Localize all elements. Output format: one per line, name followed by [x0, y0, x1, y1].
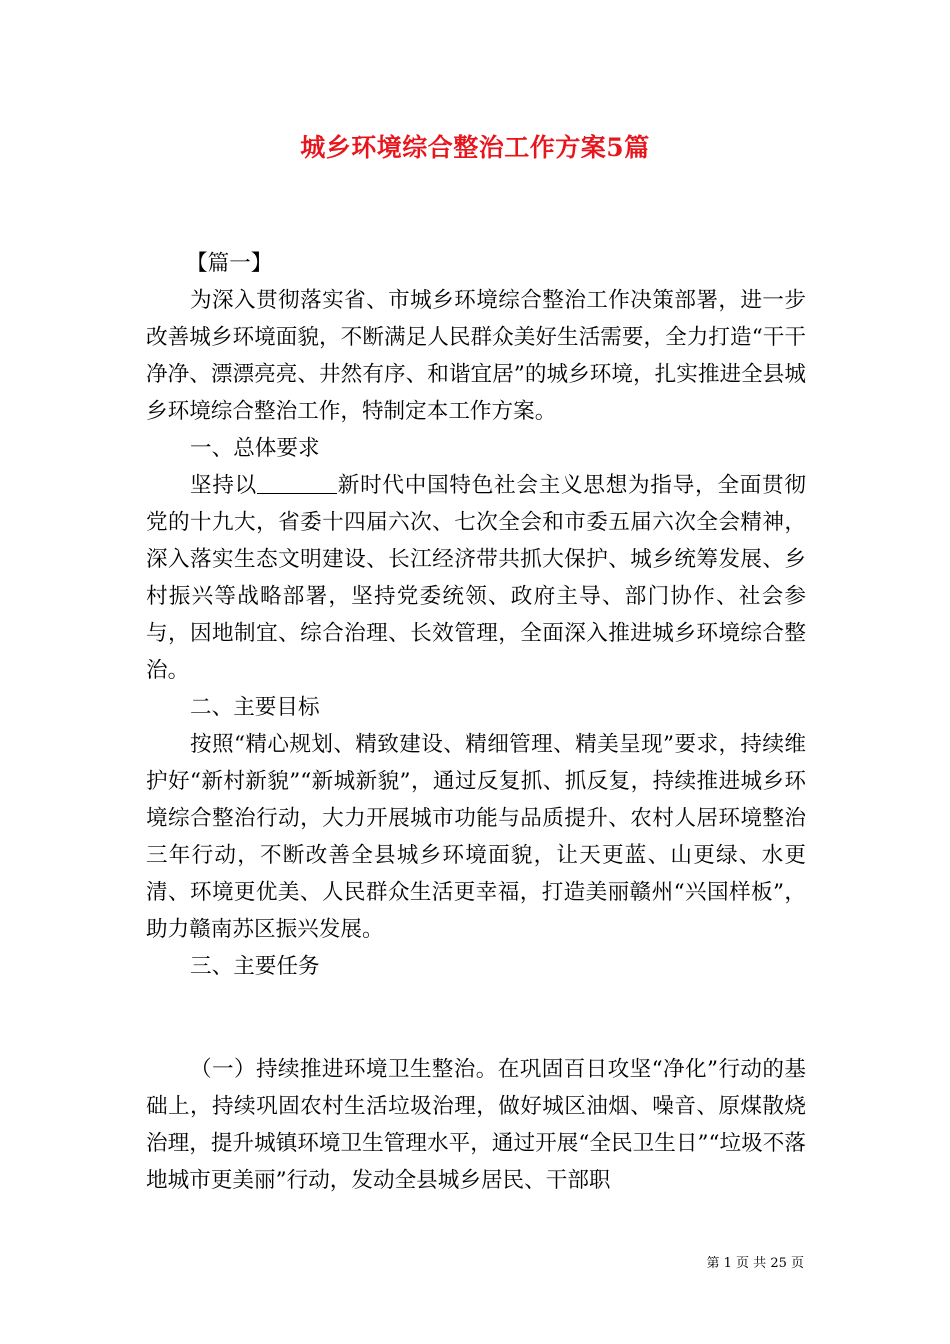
- paragraph-body: 新时代中国特色社会主义思想为指导，全面贯彻党的十九大，省委十四届六次、七次全会和市委五届六次全会精神，深入落实生态文明建设、长江经济带共抓大保护、城乡统筹发展、乡村振兴等战略部署，坚持党委统领、政府主导、部门协作、社会参与，因地制宜、综合治理、长效管理，全面深入推进城乡环境综合整治。: [146, 473, 806, 683]
- paragraph-overall-requirements: [146, 467, 806, 689]
- paragraph-main-goals: 按照“精心规划、精致建设、精细管理、精美呈现”要求，持续维护好“新村新貌”“新城新貌”，通过反复抓、抓反复，持续推进城乡环境综合整治行动，大力开展城市功能与品质提升、农村人居环境整治三年行动，不断改善全县城乡环境面貌，让天更蓝、山更绿、水更清、环境更优美、人民群众生活更幸福，打造美丽赣州“兴国样板”，助力赣南苏区振兴发展。: [146, 732, 806, 942]
- heading-main-tasks: 三、主要任务: [190, 954, 320, 979]
- paragraph-prefix: 坚持以: [190, 473, 257, 498]
- intro-paragraph: 为深入贯彻落实省、市城乡环境综合整治工作决策部署，进一步改善城乡环境面貌，不断满足人民群众美好生活需要，全力打造“干干净净、漂漂亮亮、井然有序、和谐宜居”的城乡环境，扎实推进全县城乡环境综合整治工作，特制定本工作方案。: [146, 288, 806, 424]
- document-body: [146, 245, 806, 1199]
- document-title: 城乡环境综合整治工作方案5篇: [300, 133, 650, 162]
- heading-overall-requirements: 一、总体要求: [190, 436, 320, 461]
- section-marker: 【篇一】: [186, 251, 273, 276]
- page-footer: 第 1 页 共 25 页: [706, 1256, 804, 1271]
- paragraph-task-one: （一）持续推进环境卫生整治。在巩固百日攻坚“净化”行动的基础上，持续巩固农村生活垃圾治理，做好城区油烟、噪音、原煤散烧治理，提升城镇环境卫生管理水平，通过开展“全民卫生日”“垃圾不落地城市更美丽”行动，发动全县城乡居民、干部职: [146, 1057, 806, 1193]
- redacted-blank: [257, 471, 337, 494]
- heading-main-goals: 二、主要目标: [190, 695, 320, 720]
